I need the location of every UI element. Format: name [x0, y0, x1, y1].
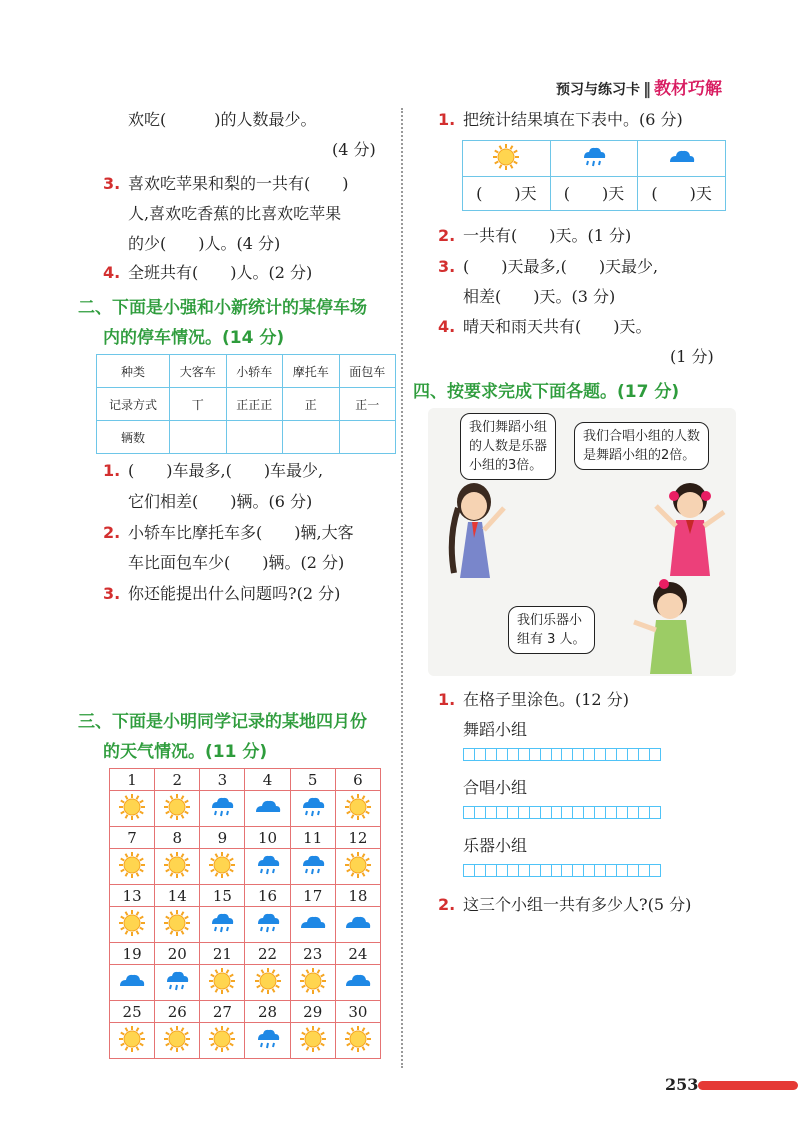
girl-choir-illustration — [646, 476, 734, 586]
question-text: ( )车最多,( )车最少, — [128, 461, 324, 480]
cloudy-icon — [290, 907, 335, 943]
rainy-icon — [200, 907, 245, 943]
grid-cell[interactable] — [573, 865, 584, 876]
grid-cell[interactable] — [562, 807, 573, 818]
illustration — [428, 408, 736, 676]
bubble-text: 我们舞蹈小组 — [469, 420, 548, 435]
header-brand: 教材巧解 — [654, 79, 722, 99]
question-text: 喜欢吃苹果和梨的一共有( ) — [128, 174, 349, 193]
section-title-3: 三、下面是小明同学记录的某地四月份 — [78, 712, 367, 732]
grid-cell[interactable] — [530, 807, 541, 818]
grid-cell[interactable] — [595, 749, 606, 760]
sunny-icon — [335, 1023, 380, 1059]
calendar-date-row — [110, 827, 381, 849]
bubble-text: 我们乐器小 — [517, 613, 583, 628]
grid-cell[interactable] — [464, 749, 475, 760]
table-row — [97, 355, 396, 388]
weather-summary-table — [462, 140, 726, 211]
sunny-icon — [463, 141, 551, 177]
calendar-day: 20 — [155, 943, 200, 965]
table-row — [97, 421, 396, 454]
question-text: ( )天最多,( )天最少, — [463, 257, 659, 276]
grid-cell[interactable] — [617, 865, 628, 876]
grid-cell[interactable] — [530, 865, 541, 876]
section-title-2-cont: 内的停车情况。(14 分) — [103, 328, 285, 348]
calendar-day: 27 — [200, 1001, 245, 1023]
cloudy-icon — [335, 965, 380, 1001]
tally-cell: 正 — [283, 388, 340, 421]
cloudy-icon — [245, 791, 290, 827]
sunny-icon — [110, 907, 155, 943]
grid-cell[interactable] — [617, 749, 628, 760]
question-text: 人,喜欢吃香蕉的比喜欢吃苹果 — [128, 204, 342, 223]
grid-cell[interactable] — [606, 865, 617, 876]
question-number: 3. — [103, 174, 121, 193]
grid-cell[interactable] — [464, 807, 475, 818]
tally-cell: 丅 — [170, 388, 227, 421]
grid-cell[interactable] — [497, 749, 508, 760]
calendar-day: 22 — [245, 943, 290, 965]
grid-cell[interactable] — [628, 807, 639, 818]
rainy-icon — [245, 849, 290, 885]
calendar-day: 21 — [200, 943, 245, 965]
grid-cell[interactable] — [562, 749, 573, 760]
rainy-icon — [290, 849, 335, 885]
sunny-icon — [245, 965, 290, 1001]
grid-cell[interactable] — [552, 865, 563, 876]
calendar-date-row — [110, 885, 381, 907]
coloring-grid[interactable] — [463, 748, 661, 761]
grid-cell[interactable] — [617, 807, 628, 818]
calendar-day: 26 — [155, 1001, 200, 1023]
bubble-text: 组有 3 人。 — [517, 632, 586, 647]
sunny-icon — [110, 849, 155, 885]
answer-cell[interactable] — [170, 421, 227, 454]
table-header: 摩托车 — [283, 355, 340, 388]
page-header — [556, 74, 722, 99]
parking-table — [96, 354, 396, 454]
section-title-3-cont: 的天气情况。(11 分) — [103, 742, 268, 762]
bubble-text: 是舞蹈小组的2倍。 — [583, 448, 696, 463]
calendar-day: 3 — [200, 769, 245, 791]
grid-cell[interactable] — [519, 749, 530, 760]
grid-cell[interactable] — [573, 807, 584, 818]
grid-cell[interactable] — [639, 749, 650, 760]
grid-cell[interactable] — [650, 807, 660, 818]
grid-cell[interactable] — [606, 807, 617, 818]
continued-question-score: (4 分) — [332, 140, 376, 159]
answer-cell[interactable]: ( )天 — [550, 177, 638, 211]
calendar-weather-row — [110, 965, 381, 1001]
calendar-date-row — [110, 1001, 381, 1023]
sunny-icon — [155, 849, 200, 885]
question-text: 这三个小组一共有多少人?(5 分) — [463, 895, 692, 914]
question-number: 3. — [438, 257, 456, 276]
grid-cell[interactable] — [519, 865, 530, 876]
grid-cell[interactable] — [519, 807, 530, 818]
grid-cell[interactable] — [475, 807, 486, 818]
grid-cell[interactable] — [486, 865, 497, 876]
cloudy-icon — [638, 141, 726, 177]
grid-cell[interactable] — [639, 807, 650, 818]
question-number: 4. — [438, 317, 456, 336]
coloring-grid[interactable] — [463, 806, 661, 819]
sunny-icon — [335, 791, 380, 827]
calendar-day: 16 — [245, 885, 290, 907]
rainy-icon — [200, 791, 245, 827]
grid-cell[interactable] — [497, 807, 508, 818]
header-separator: ‖ — [643, 79, 651, 98]
group-label: 合唱小组 — [463, 778, 528, 797]
grid-cell[interactable] — [497, 865, 508, 876]
question-text: 晴天和雨天共有( )天。 — [463, 317, 652, 336]
question-number: 2. — [103, 523, 121, 542]
question-text: 在格子里涂色。(12 分) — [463, 690, 629, 709]
table-header: 面包车 — [339, 355, 396, 388]
sunny-icon — [155, 791, 200, 827]
question-text: 车比面包车少( )辆。(2 分) — [128, 553, 345, 572]
grid-cell[interactable] — [541, 807, 552, 818]
header-label: 预习与练习卡 — [556, 82, 640, 98]
sunny-icon — [335, 849, 380, 885]
bubble-text: 我们合唱小组的人数 — [583, 429, 701, 444]
section-title-4: 四、按要求完成下面各题。(17 分) — [413, 382, 680, 402]
section-title-2: 二、下面是小强和小新统计的某停车场 — [78, 298, 367, 318]
question-number: 1. — [438, 690, 456, 709]
calendar-day: 2 — [155, 769, 200, 791]
calendar-day: 6 — [335, 769, 380, 791]
question-text: 你还能提出什么问题吗?(2 分) — [128, 584, 341, 603]
row-label: 辆数 — [97, 421, 170, 454]
calendar-weather-row — [110, 907, 381, 943]
grid-cell[interactable] — [552, 807, 563, 818]
question-number: 2. — [438, 226, 456, 245]
grid-cell[interactable] — [606, 749, 617, 760]
rainy-icon — [290, 791, 335, 827]
girl-dancer-illustration — [434, 478, 514, 588]
question-number: 1. — [103, 461, 121, 480]
calendar-day: 17 — [290, 885, 335, 907]
calendar-day: 9 — [200, 827, 245, 849]
grid-cell[interactable] — [475, 865, 486, 876]
column-divider — [401, 108, 403, 1068]
question-text: 相差( )天。(3 分) — [463, 287, 616, 306]
question-text: 的少( )人。(4 分) — [128, 234, 281, 253]
grid-cell[interactable] — [541, 865, 552, 876]
page-accent-bar — [698, 1081, 798, 1090]
bubble-text: 的人数是乐器 — [469, 439, 548, 454]
grid-cell[interactable] — [508, 807, 519, 818]
speech-bubble — [460, 413, 556, 480]
bubble-text: 小组的3倍。 — [469, 458, 543, 473]
calendar-day: 8 — [155, 827, 200, 849]
question-text: 把统计结果填在下表中。(6 分) — [463, 110, 683, 129]
calendar-day: 23 — [290, 943, 335, 965]
calendar-day: 24 — [335, 943, 380, 965]
sunny-icon — [200, 965, 245, 1001]
table-row — [97, 388, 396, 421]
calendar-day: 19 — [110, 943, 155, 965]
grid-cell[interactable] — [595, 865, 606, 876]
table-row — [463, 177, 726, 211]
question-number: 4. — [103, 263, 121, 282]
girl-musician-illustration — [624, 576, 714, 676]
calendar-day: 28 — [245, 1001, 290, 1023]
sunny-icon — [110, 1023, 155, 1059]
grid-cell[interactable] — [584, 749, 595, 760]
grid-cell[interactable] — [650, 865, 660, 876]
calendar-day: 13 — [110, 885, 155, 907]
calendar-weather-row — [110, 1023, 381, 1059]
sunny-icon — [155, 1023, 200, 1059]
grid-cell[interactable] — [475, 749, 486, 760]
cloudy-icon — [110, 965, 155, 1001]
calendar-day: 29 — [290, 1001, 335, 1023]
grid-cell[interactable] — [464, 865, 475, 876]
calendar-date-row — [110, 769, 381, 791]
grid-cell[interactable] — [595, 807, 606, 818]
group-label: 舞蹈小组 — [463, 720, 528, 739]
rainy-icon — [550, 141, 638, 177]
grid-cell[interactable] — [584, 807, 595, 818]
calendar-day: 11 — [290, 827, 335, 849]
tally-cell: 正正正 — [226, 388, 283, 421]
calendar-day: 5 — [290, 769, 335, 791]
speech-bubble — [574, 422, 709, 470]
grid-cell[interactable] — [552, 749, 563, 760]
question-text: 一共有( )天。(1 分) — [463, 226, 632, 245]
table-header: 小轿车 — [226, 355, 283, 388]
sunny-icon — [290, 1023, 335, 1059]
sunny-icon — [155, 907, 200, 943]
calendar-day: 12 — [335, 827, 380, 849]
calendar-day: 25 — [110, 1001, 155, 1023]
sunny-icon — [200, 1023, 245, 1059]
grid-cell[interactable] — [628, 865, 639, 876]
sunny-icon — [200, 849, 245, 885]
grid-cell[interactable] — [508, 749, 519, 760]
grid-cell[interactable] — [486, 749, 497, 760]
calendar-date-row — [110, 943, 381, 965]
question-text: 小轿车比摩托车多( )辆,大客 — [128, 523, 354, 542]
grid-cell[interactable] — [573, 749, 584, 760]
answer-cell[interactable] — [339, 421, 396, 454]
sunny-icon — [110, 791, 155, 827]
grid-cell[interactable] — [541, 749, 552, 760]
question-text: 它们相差( )辆。(6 分) — [128, 492, 313, 511]
table-header: 大客车 — [170, 355, 227, 388]
cloudy-icon — [335, 907, 380, 943]
question-score: (1 分) — [670, 347, 714, 366]
row-label: 记录方式 — [97, 388, 170, 421]
calendar-day: 30 — [335, 1001, 380, 1023]
grid-cell[interactable] — [584, 865, 595, 876]
calendar-day: 10 — [245, 827, 290, 849]
answer-cell[interactable] — [283, 421, 340, 454]
table-header: 种类 — [97, 355, 170, 388]
rainy-icon — [245, 1023, 290, 1059]
sunny-icon — [290, 965, 335, 1001]
calendar-day: 4 — [245, 769, 290, 791]
calendar-day: 7 — [110, 827, 155, 849]
calendar-day: 14 — [155, 885, 200, 907]
page-number: 253 — [665, 1075, 699, 1094]
grid-cell[interactable] — [650, 749, 660, 760]
group-label: 乐器小组 — [463, 836, 528, 855]
grid-cell[interactable] — [486, 807, 497, 818]
answer-cell[interactable]: ( )天 — [638, 177, 726, 211]
grid-cell[interactable] — [508, 865, 519, 876]
coloring-grid[interactable] — [463, 864, 661, 877]
calendar-weather-row — [110, 849, 381, 885]
question-number: 1. — [438, 110, 456, 129]
grid-cell[interactable] — [628, 749, 639, 760]
calendar-day: 15 — [200, 885, 245, 907]
tally-cell: 正一 — [339, 388, 396, 421]
calendar-day: 1 — [110, 769, 155, 791]
speech-bubble — [508, 606, 595, 654]
question-number: 3. — [103, 584, 121, 603]
continued-question-text: 欢吃( )的人数最少。 — [128, 110, 317, 129]
calendar-day: 18 — [335, 885, 380, 907]
table-row — [463, 141, 726, 177]
answer-cell[interactable] — [226, 421, 283, 454]
answer-cell[interactable]: ( )天 — [463, 177, 551, 211]
grid-cell[interactable] — [562, 865, 573, 876]
rainy-icon — [245, 907, 290, 943]
rainy-icon — [155, 965, 200, 1001]
question-number: 2. — [438, 895, 456, 914]
grid-cell[interactable] — [639, 865, 650, 876]
calendar-weather-row — [110, 791, 381, 827]
grid-cell[interactable] — [530, 749, 541, 760]
question-text: 全班共有( )人。(2 分) — [128, 263, 313, 282]
weather-calendar — [109, 768, 381, 1059]
